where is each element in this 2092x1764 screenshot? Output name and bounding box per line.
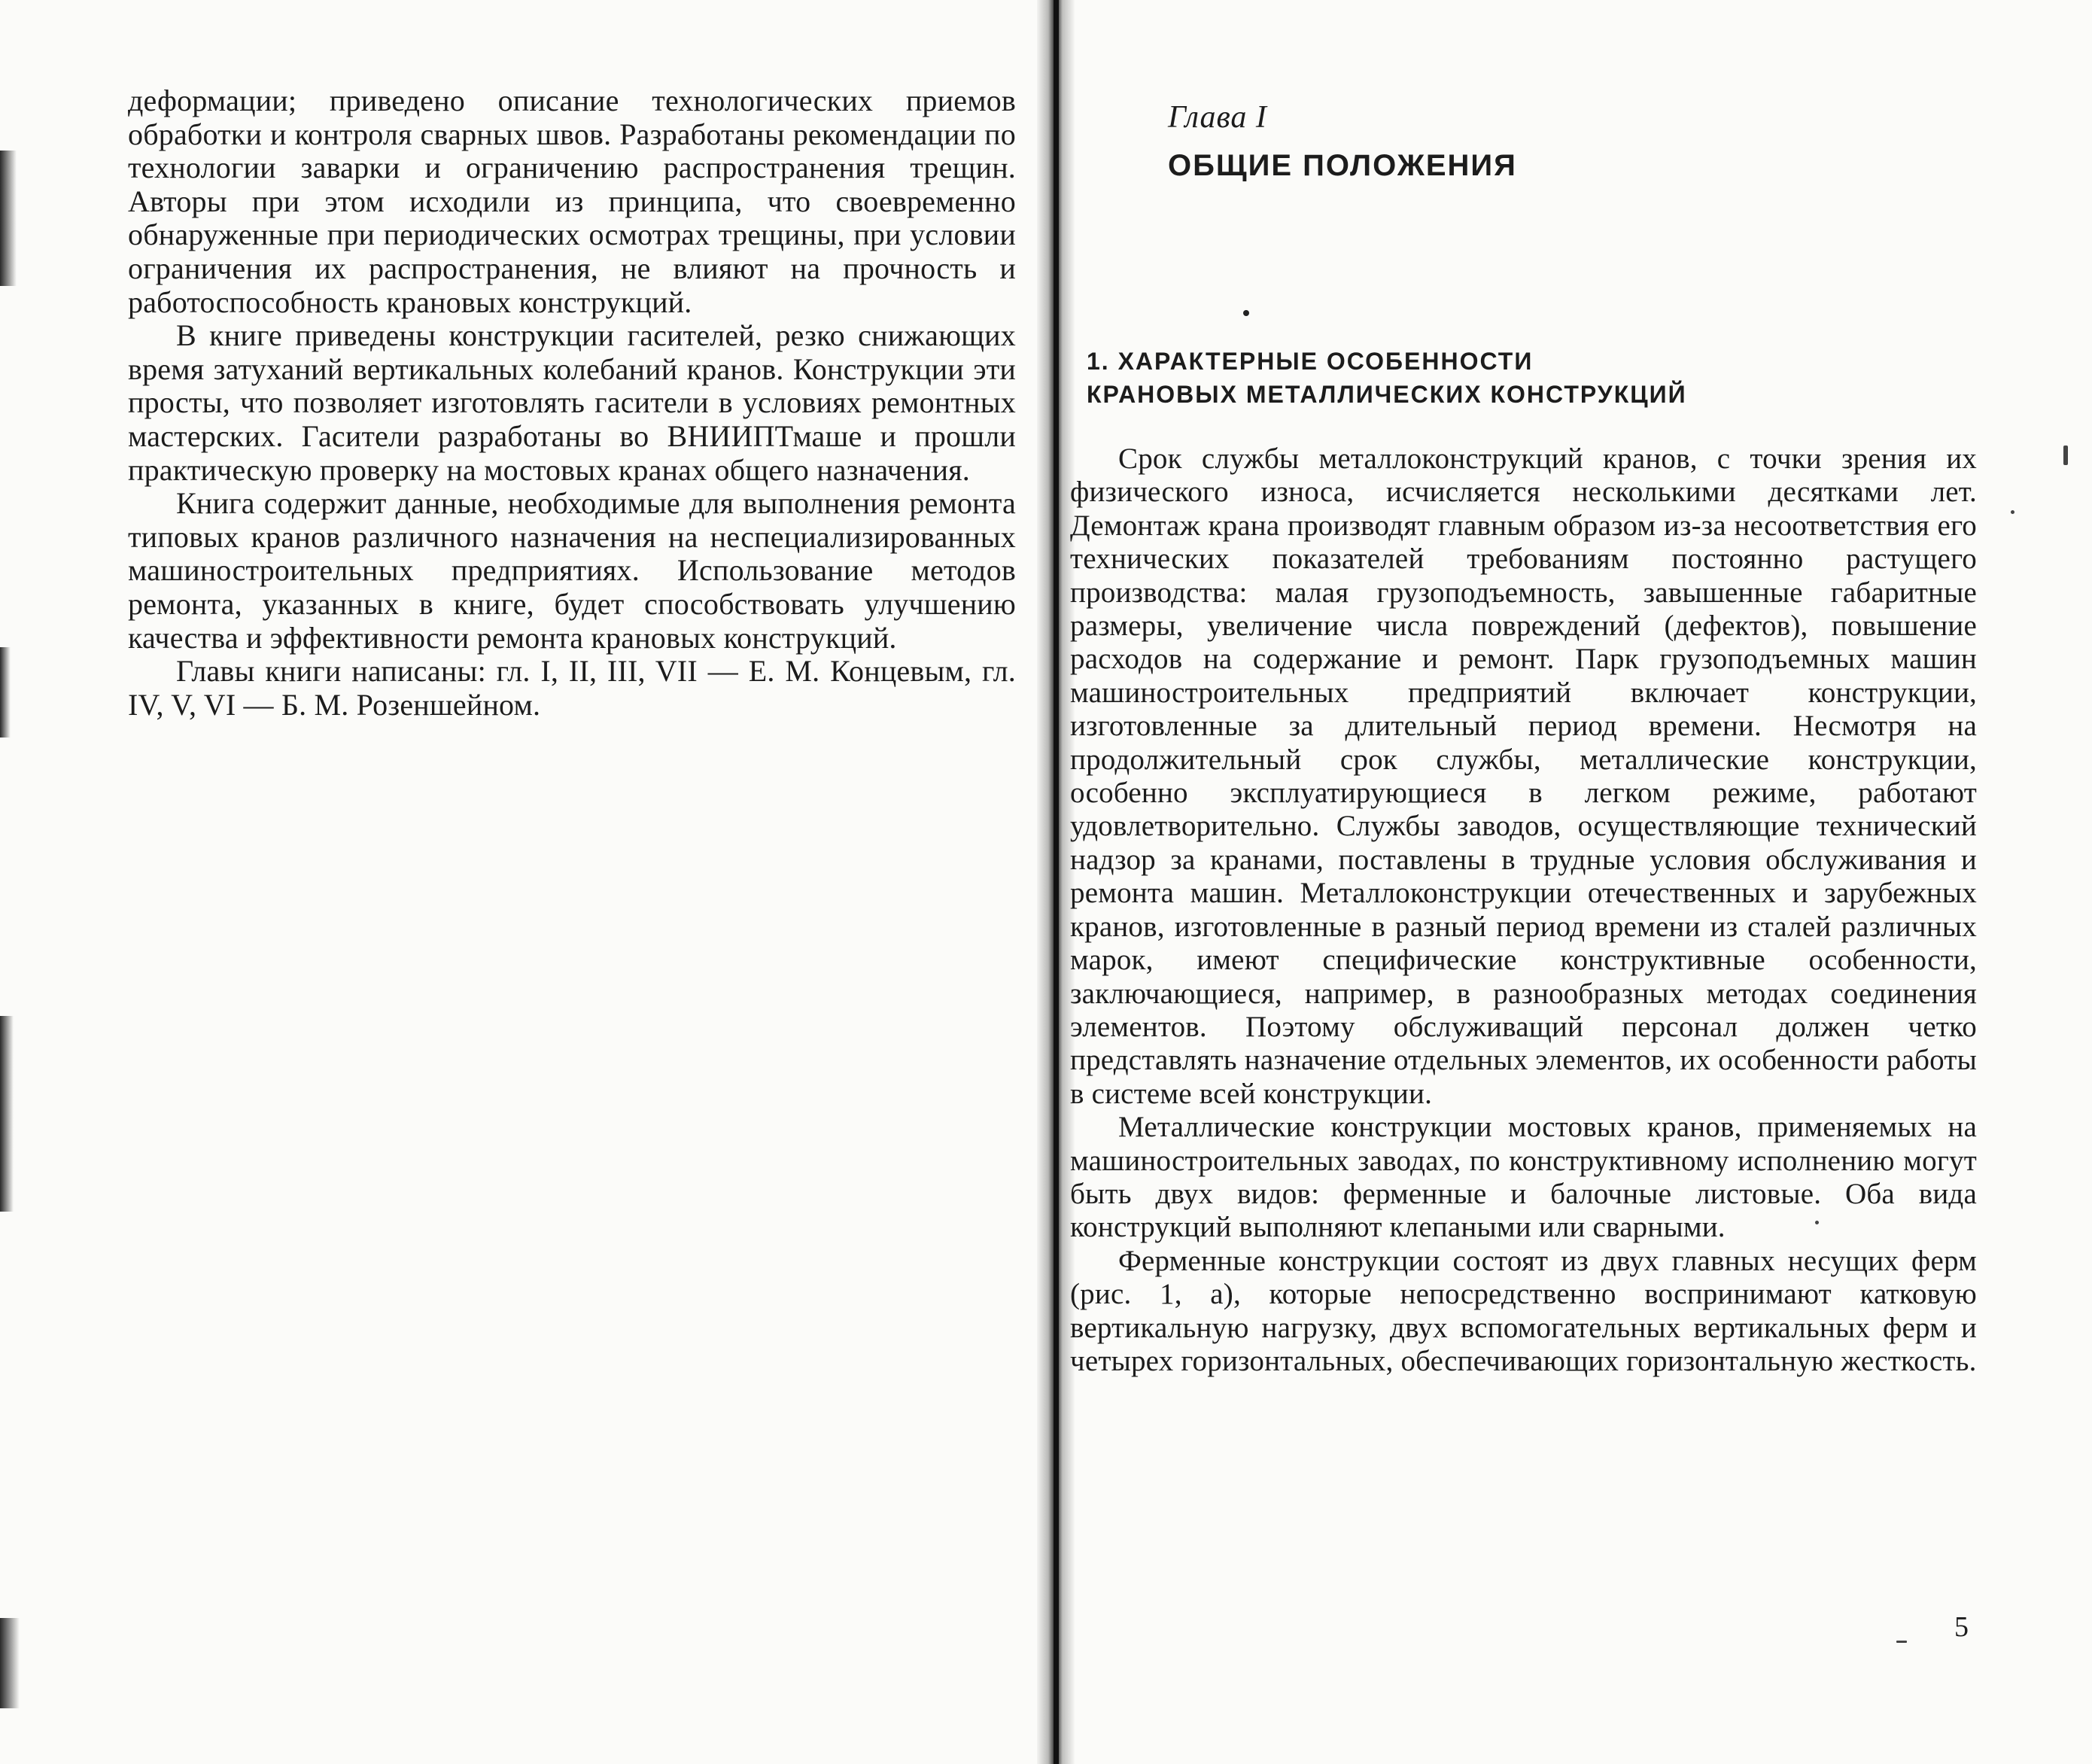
chapter-title: ОБЩИЕ ПОЛОЖЕНИЯ — [1168, 149, 1517, 182]
scan-speck — [2063, 446, 2068, 465]
left-paragraph-2: В книге приведены конструкции гасителей, резко снижающих время затуханий вертикальных колебаний кранов. Конструкции эти просты, что позволяет изготовлять гасители в условиях ремонтных мастерских. Гасители разработаны во ВНИИПТмаше и прошли практическую проверку на мостовых кранах общего назначения. — [128, 318, 1016, 487]
scan-edge-shadow — [0, 1618, 20, 1708]
left-page-text — [128, 84, 1016, 722]
scan-speck — [1896, 1641, 1907, 1643]
scan-edge-shadow — [0, 151, 17, 286]
scan-edge-shadow — [0, 1016, 14, 1212]
chapter-label: Глава I — [1168, 100, 1267, 135]
scan-speck — [1815, 1221, 1819, 1224]
page-number: 5 — [1954, 1611, 1969, 1643]
scan-edge-shadow — [0, 647, 11, 738]
section-heading — [1087, 345, 1687, 411]
right-page-text — [1070, 443, 1977, 1378]
right-paragraph-2: Металлические конструкции мостовых кранов, применяемых на машиностроительных заводах, по конструктивному исполнению могут быть двух видов: ферменные и балочные листовые. Оба вида конструкций выполняют клепаными или сварными. — [1070, 1111, 1977, 1244]
left-paragraph-1: деформации; приведено описание технологических приемов обработки и контроля сварных швов. Разработаны рекомендации по технологии заварки и ограничению распространения трещин. Авторы при этом исходили из принципа, что своевременно обнаруженные при периодических осмотрах трещины, при условии ограничения их распространения, не влияют на прочность и работоспособность крановых конструкций. — [128, 84, 1016, 319]
left-paragraph-3: Книга содержит данные, необходимые для выполнения ремонта типовых кранов различного назначения на неспециализированных машиностроительных предприятиях. Использование методов ремонта, указанных в книге, будет способствовать улучшению качества и эффективности ремонта крановых конструкций. — [128, 486, 1016, 655]
print-dot-mark — [1243, 310, 1249, 316]
section-heading-line-1: 1. ХАРАКТЕРНЫЕ ОСОБЕННОСТИ — [1087, 348, 1534, 375]
scan-speck — [2011, 510, 2014, 514]
right-paragraph-1: Срок службы металлоконструкций кранов, с точки зрения их физического износа, исчисляется несколькими десятками лет. Демонтаж крана производят главным образом из-за несоответствия его технических показателей требованиям постоянно растущего производства: малая грузоподъемность, завышенные габаритные размеры, увеличение числа повреждений (дефектов), повышение расходов на содержание и ремонт. Парк грузоподъемных машин машиностроительных предприятий включает конструкции, изготовленные за длительный период времени. Несмотря на продолжительный срок службы, металлические конструкции, особенно эксплуатирующиеся в легком режиме, работают удовлетворительно. Службы заводов, осуществляющие технический надзор за кранами, поставлены в трудные условия обслуживания и ремонта машин. Металлоконструкции отечественных и зарубежных кранов, изготовленные в разный период времени из сталей различных марок, имеют специфические конструктивные особенности, заключающиеся, например, в разнообразных методах соединения элементов. Поэтому обслуживащий персонал должен четко представлять назначение отдельных элементов, их особенности работы в системе всей конструкции. — [1070, 443, 1977, 1110]
left-paragraph-4: Главы книги написаны: гл. I, II, III, VII — Е. М. Концевым, гл. IV, V, VI — Б. М. Розеншейном. — [128, 654, 1016, 722]
right-paragraph-3: Ферменные конструкции состоят из двух главных несущих ферм (рис. 1, а), которые непосредственно воспринимают катковую вертикальную нагрузку, двух вспомогательных вертикальных ферм и четырех горизонтальных, обеспечивающих горизонтальную жесткость. — [1070, 1244, 1977, 1377]
section-heading-line-2: КРАНОВЫХ МЕТАЛЛИЧЕСКИХ КОНСТРУКЦИЙ — [1087, 381, 1687, 408]
gutter-binding-line — [1054, 0, 1059, 1764]
